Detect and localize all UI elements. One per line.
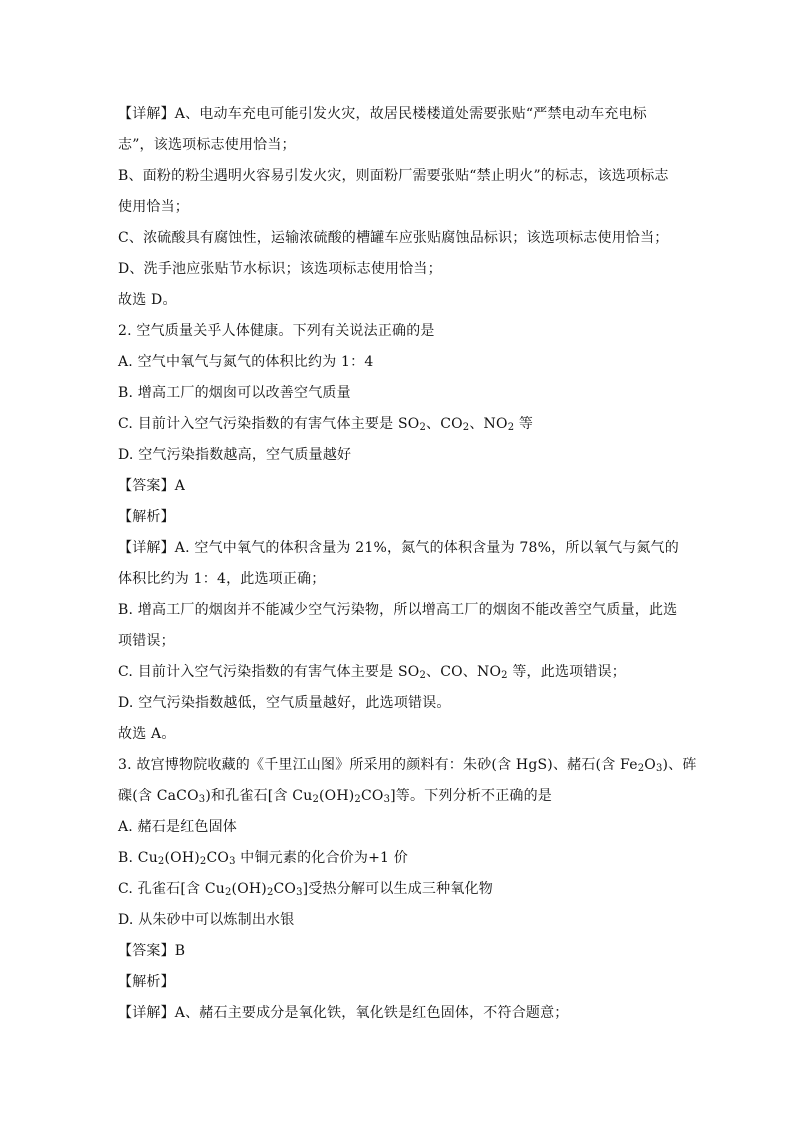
- q2-detail-a-line2: 体积比约为 1：4，此选项正确；: [118, 571, 326, 587]
- q2-conclusion: 故选 A。: [118, 726, 176, 742]
- text: CO: [273, 881, 297, 897]
- text: 等，此选项错误；: [507, 664, 626, 680]
- text: 3. 故宫博物院收藏的《千里江山图》所采用的颜料有：朱砂(含 HgS)、赭石(含 Fe: [118, 757, 638, 773]
- q3-answer: 【答案】B: [118, 943, 186, 959]
- subscript: 2: [501, 670, 508, 681]
- q3-stem-line2: [118, 781, 678, 812]
- text: )和孔雀石[含 Cu: [205, 788, 313, 804]
- text: C. 孔雀石[含 Cu: [118, 881, 225, 897]
- subscript: 2: [637, 763, 645, 774]
- subscript: 2: [157, 856, 165, 867]
- q3-option-b: [118, 843, 678, 874]
- q3-stem-line1: [118, 750, 697, 781]
- text: C. 目前计入空气污染指数的有害气体主要是 SO: [118, 664, 420, 680]
- q1-detail-d: D、洗手池应张贴节水标识；该选项标志使用恰当；: [118, 261, 442, 277]
- subscript: 3: [198, 794, 206, 805]
- text: 等: [514, 416, 534, 432]
- subscript: 2: [462, 422, 470, 433]
- q2-detail-b-line1: B. 增高工厂的烟囱并不能减少空气污染物，所以增高工厂的烟囱不能改善空气质量，此选: [118, 602, 678, 618]
- subscript: 2: [266, 887, 274, 898]
- text: (OH): [319, 788, 355, 804]
- q2-analysis-label: 【解析】: [118, 509, 175, 525]
- q1-detail-a-line1: 【详解】A、电动车充电可能引发火灾，故居民楼楼道处需要张贴“严禁电动车充电标: [118, 106, 647, 122]
- text: (OH): [164, 850, 200, 866]
- subscript: 2: [419, 670, 426, 681]
- q3-option-a: A. 赭石是红色固体: [118, 819, 238, 835]
- subscript: 2: [419, 422, 426, 433]
- q2-detail-b-line2: 项错误；: [118, 633, 175, 649]
- text: CO: [206, 850, 230, 866]
- text: 磲(含 CaCO: [118, 788, 199, 804]
- q1-detail-b-line1: B、面粉的粉尘遇明火容易引发火灾，则面粉厂需要张贴“禁止明火”的标志，该选项标志: [118, 168, 669, 184]
- subscript: 3: [383, 794, 391, 805]
- text: C. 目前计入空气污染指数的有害气体主要是 SO: [118, 416, 420, 432]
- text: ]等。下列分析不正确的是: [390, 788, 553, 804]
- q1-detail-a-line2: 志”，该选项标志使用恰当；: [118, 137, 296, 153]
- subscript: 2: [312, 794, 319, 805]
- subscript: 3: [655, 763, 663, 774]
- q2-option-a: A. 空气中氧气与氮气的体积比约为 1：4: [118, 354, 374, 370]
- subscript: 3: [229, 856, 236, 867]
- q2-option-d: D. 空气污染指数越高，空气质量越好: [118, 447, 352, 463]
- document-content: [118, 99, 697, 1029]
- text: 、NO: [469, 416, 508, 432]
- q2-option-c: [118, 409, 678, 440]
- q1-detail-b-line2: 使用恰当；: [118, 199, 189, 215]
- text: O: [644, 757, 656, 773]
- subscript: 3: [296, 887, 303, 898]
- subscript: 2: [224, 887, 232, 898]
- q3-option-c: [118, 874, 678, 905]
- text: (OH): [231, 881, 267, 897]
- q2-stem: 2. 空气质量关乎人体健康。下列有关说法正确的是: [118, 323, 435, 339]
- text: ]受热分解可以生成三种氧化物: [302, 881, 493, 897]
- q2-detail-a-line1: 【详解】A. 空气中氧气的体积含量为 21%，氮气的体积含量为 78%，所以氧气与氮气的: [118, 540, 679, 556]
- subscript: 2: [354, 794, 361, 805]
- q2-detail-c: [118, 657, 678, 688]
- text: 、CO、NO: [426, 664, 502, 680]
- q2-detail-d: D. 空气污染指数越低，空气质量越好，此选项错误。: [118, 695, 451, 711]
- q2-option-b: B. 增高工厂的烟囱可以改善空气质量: [118, 385, 351, 401]
- subscript: 2: [507, 422, 515, 433]
- text: CO: [360, 788, 384, 804]
- q3-analysis-label: 【解析】: [118, 974, 175, 990]
- subscript: 2: [199, 856, 207, 867]
- q2-answer: 【答案】A: [118, 478, 186, 494]
- q1-detail-c: C、浓硫酸具有腐蚀性，运输浓硫酸的槽罐车应张贴腐蚀品标识；该选项标志使用恰当；: [118, 230, 669, 246]
- q3-option-d: D. 从朱砂中可以炼制出水银: [118, 912, 295, 928]
- text: B. Cu: [118, 850, 158, 866]
- text: 中铜元素的化合价为+1 价: [235, 850, 408, 866]
- q3-detail-a: 【详解】A、赭石主要成分是氧化铁，氧化铁是红色固体，不符合题意；: [118, 1005, 569, 1021]
- text: 、CO: [426, 416, 463, 432]
- text: )、砗: [662, 757, 697, 773]
- q1-conclusion: 故选 D。: [118, 292, 177, 308]
